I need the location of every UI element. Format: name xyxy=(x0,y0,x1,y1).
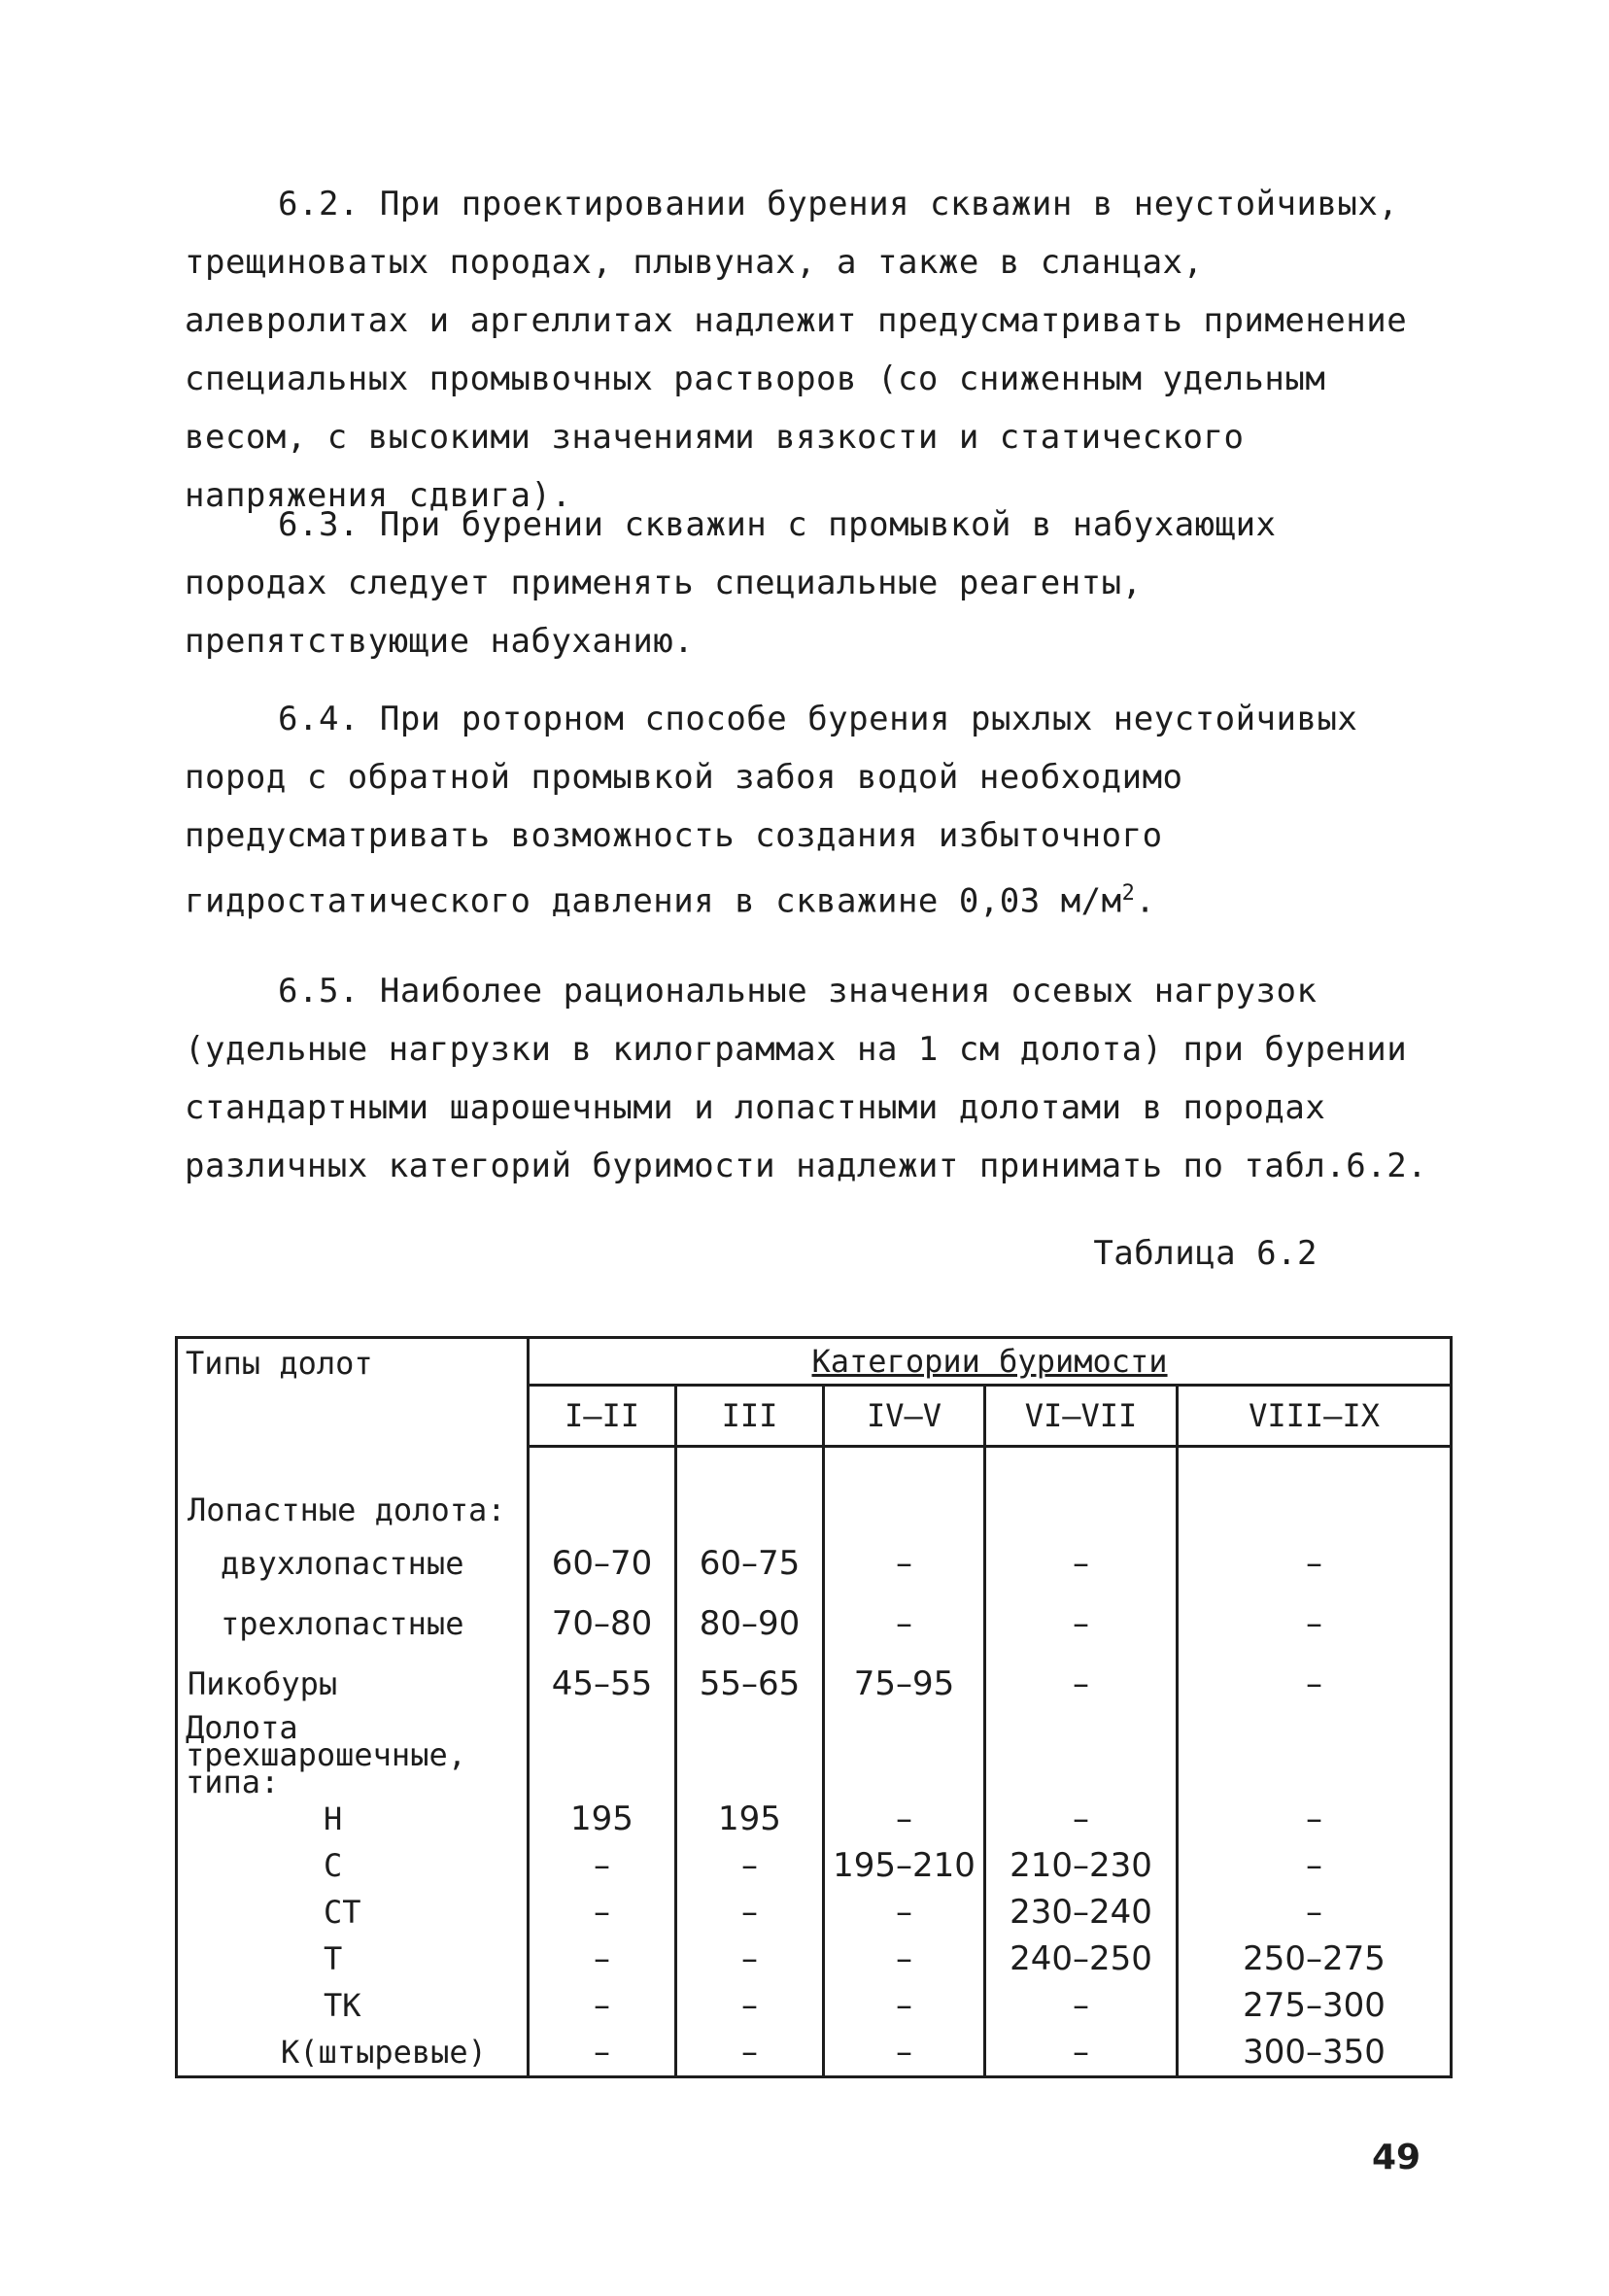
category-col: IV–V xyxy=(824,1386,985,1447)
table-caption: Таблица 6.2 xyxy=(1093,1234,1318,1273)
cell-value: – xyxy=(985,1533,1178,1593)
table-row xyxy=(177,1889,1452,1936)
cell-value: 230–240 xyxy=(985,1889,1178,1936)
cell-value: – xyxy=(1178,1593,1452,1654)
row-label: Н xyxy=(177,1796,529,1842)
cell-value: – xyxy=(529,1936,676,1982)
category-header: Категории буримости xyxy=(529,1338,1452,1386)
table-row xyxy=(177,1842,1452,1889)
cell-value: 210–230 xyxy=(985,1842,1178,1889)
table-row xyxy=(177,1487,1452,1533)
cell-value: 80–90 xyxy=(676,1593,824,1654)
table-row xyxy=(177,1593,1452,1654)
cell-value: – xyxy=(824,1936,985,1982)
table-row xyxy=(177,1982,1452,2029)
cell-value: 195–210 xyxy=(824,1842,985,1889)
cell-value: – xyxy=(985,1593,1178,1654)
category-col: I–II xyxy=(529,1386,676,1447)
row-label: двухлопастные xyxy=(177,1533,529,1593)
cell-value: – xyxy=(985,1796,1178,1842)
cell-value: – xyxy=(529,1982,676,2029)
cell-value: 195 xyxy=(529,1796,676,1842)
drilling-load-table xyxy=(175,1336,1453,2078)
row-label: ТК xyxy=(177,1982,529,2029)
group-label: Лопастные долота: xyxy=(177,1487,529,1533)
paragraph-6-2: 6.2. При проектировании бурения скважин в неустойчивых, трещиноватых породах, плывунах, а также в сланцах, алевролитах и аргеллитах надлежит предусматривать применение специальных промывочных растворов (со сниженным удельным весом, с высокими значениями вязкости и статического напряжения сдвига). xyxy=(185,185,1408,515)
cell-value: – xyxy=(529,1889,676,1936)
cell-value: – xyxy=(676,2029,824,2077)
cell-value: 60–70 xyxy=(529,1533,676,1593)
cell-value: – xyxy=(676,1936,824,1982)
cell-value: – xyxy=(529,2029,676,2077)
cell-value: – xyxy=(1178,1889,1452,1936)
cell-value: – xyxy=(824,1889,985,1936)
cell-value: – xyxy=(1178,1654,1452,1714)
bit-type-header: Типы долот xyxy=(177,1338,529,1447)
paragraph-6-3: 6.3. При бурении скважин с промывкой в набухающих породах следует применять специальные реагенты, препятствующие набуханию. xyxy=(185,505,1277,661)
row-label: К(штыревые) xyxy=(177,2029,529,2077)
cell-value: 275–300 xyxy=(1178,1982,1452,2029)
cell-value: – xyxy=(529,1842,676,1889)
page-number: 49 xyxy=(1372,2138,1421,2177)
row-label: С xyxy=(177,1842,529,1889)
cell-value: 70–80 xyxy=(529,1593,676,1654)
superscript: 2 xyxy=(1121,881,1136,906)
category-col: VIII–IX xyxy=(1178,1386,1452,1447)
table-row xyxy=(177,2029,1452,2077)
table-row xyxy=(177,1936,1452,1982)
cell-value: 75–95 xyxy=(824,1654,985,1714)
category-col: III xyxy=(676,1386,824,1447)
cell-value: – xyxy=(1178,1842,1452,1889)
paragraph-6-4: 6.4. При роторном способе бурения рыхлых неустойчивых пород с обратной промывкой забоя водой необходимо предусматривать возможность создания избыточного гидростатического давления в скважине 0,03 $м/м^2$. xyxy=(185,700,1358,921)
table-row xyxy=(177,1654,1452,1714)
paragraph-6-5: 6.5. Наиболее рациональные значения осевых нагрузок (удельные нагрузки в килограммах на 1 см долота) при бурении стандартными шарошечными и лопастными долотами в породах различных категорий буримости надлежит принимать по табл.6.2. xyxy=(185,972,1428,1185)
cell-value: – xyxy=(824,1796,985,1842)
cell-value: 60–75 xyxy=(676,1533,824,1593)
cell-value: – xyxy=(1178,1533,1452,1593)
table-row xyxy=(177,1533,1452,1593)
cell-value: – xyxy=(985,1654,1178,1714)
row-label: СТ xyxy=(177,1889,529,1936)
cell-value: – xyxy=(985,1982,1178,2029)
cell-value: 195 xyxy=(676,1796,824,1842)
cell-value: – xyxy=(676,1842,824,1889)
category-col: VI–VII xyxy=(985,1386,1178,1447)
cell-value: – xyxy=(824,1982,985,2029)
cell-value: 45–55 xyxy=(529,1654,676,1714)
table-row xyxy=(177,1714,1452,1796)
cell-value: – xyxy=(985,2029,1178,2077)
cell-value: – xyxy=(676,1982,824,2029)
group-label: Долота трехшарошечные, типа: xyxy=(177,1714,529,1796)
row-label: Пикобуры xyxy=(177,1654,529,1714)
cell-value: 250–275 xyxy=(1178,1936,1452,1982)
cell-value: – xyxy=(676,1889,824,1936)
cell-value: – xyxy=(824,1533,985,1593)
row-label: Т xyxy=(177,1936,529,1982)
cell-value: – xyxy=(1178,1796,1452,1842)
cell-value: – xyxy=(824,2029,985,2077)
cell-value: 55–65 xyxy=(676,1654,824,1714)
cell-value: 300–350 xyxy=(1178,2029,1452,2077)
cell-value: 240–250 xyxy=(985,1936,1178,1982)
table-row xyxy=(177,1796,1452,1842)
row-label: трехлопастные xyxy=(177,1593,529,1654)
cell-value: – xyxy=(824,1593,985,1654)
